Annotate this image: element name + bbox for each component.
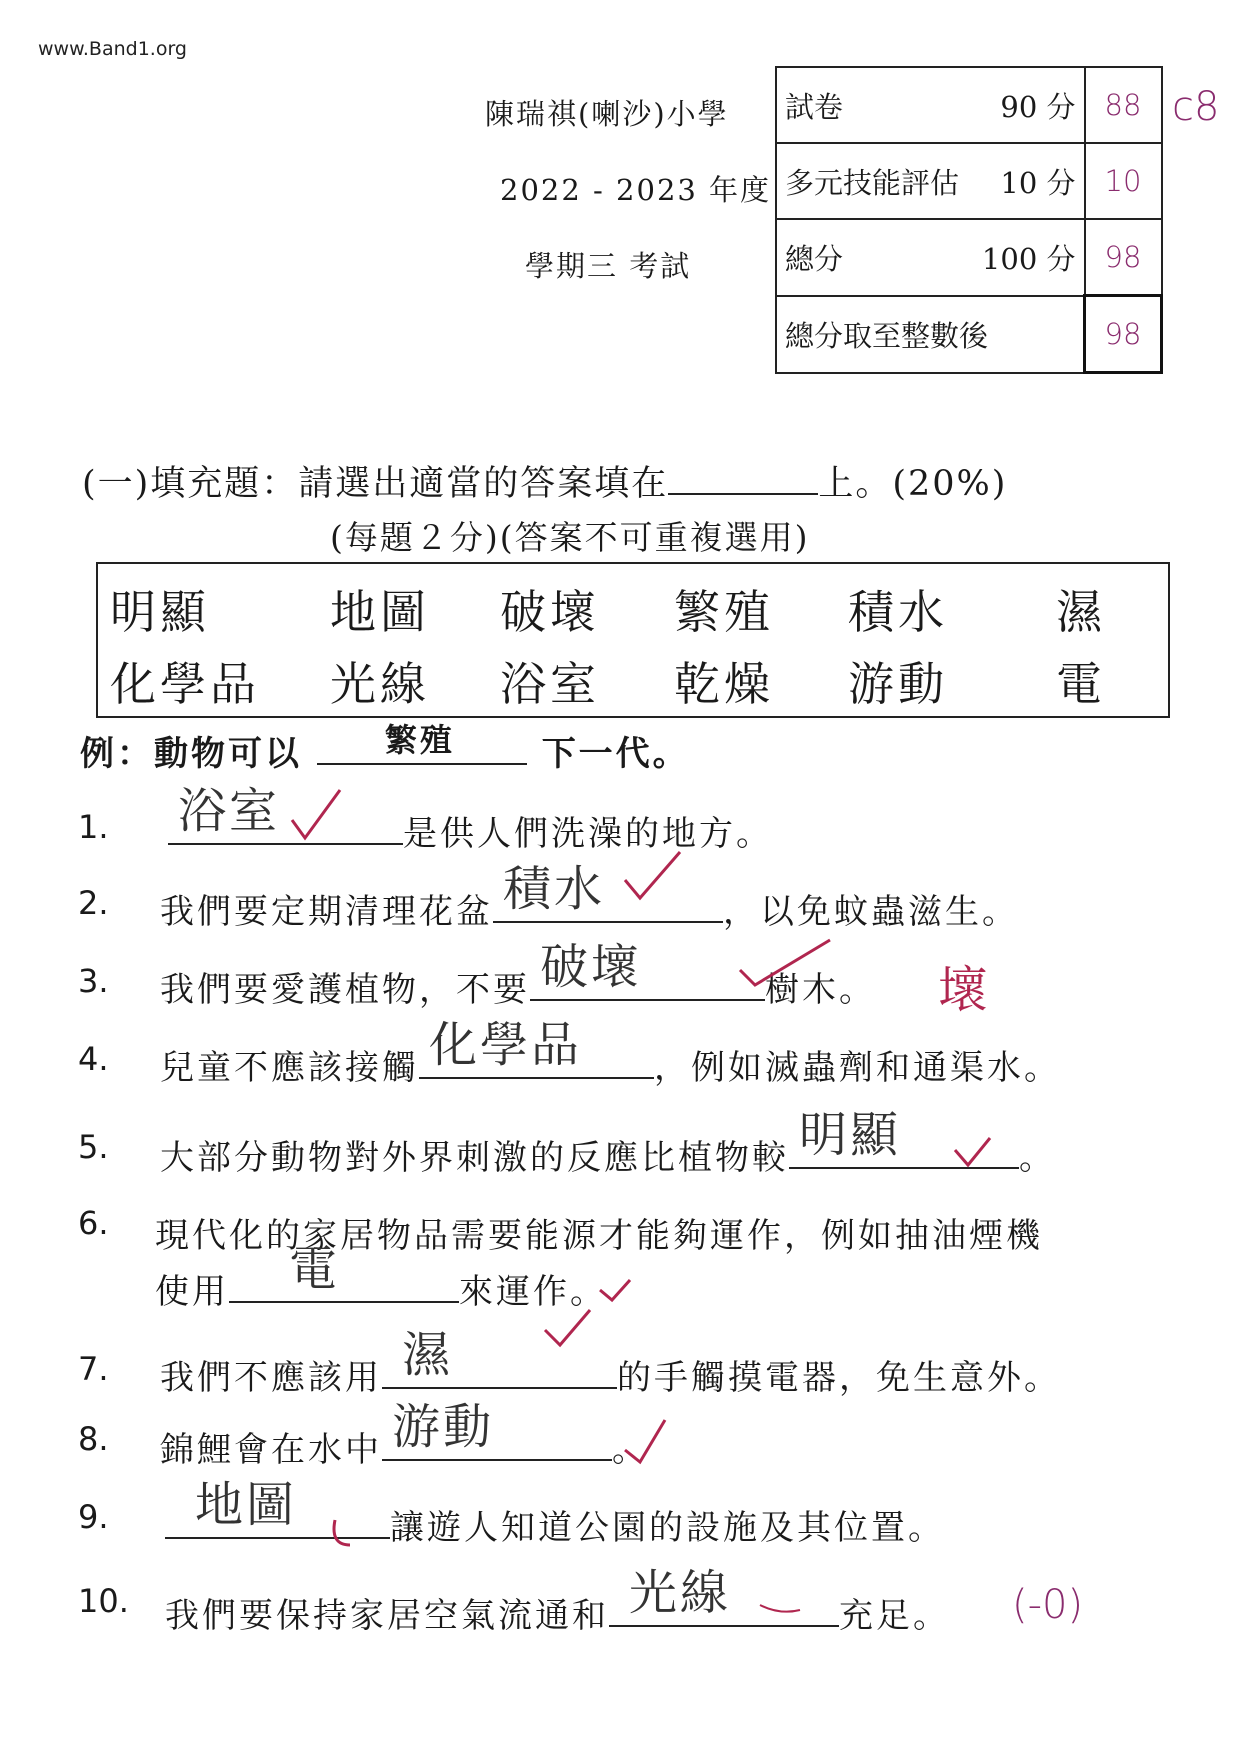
school-year: 2022 - 2023 年度	[500, 173, 772, 207]
answer-9: 地圖	[195, 1477, 298, 1533]
answer-7: 濕	[402, 1327, 454, 1383]
watermark: www.Band1.org	[38, 38, 187, 60]
answer-4: 化學品	[429, 1017, 583, 1073]
question-2: 我們要定期清理花盆 積水 ，以免蚊蟲滋生。	[160, 884, 1019, 933]
score-max: 100 分	[981, 241, 1076, 276]
correction-q3: 壞	[938, 961, 988, 1019]
check-mark	[545, 1310, 590, 1345]
score-mark: 98	[1085, 296, 1162, 373]
example-answer: 繁殖	[384, 721, 455, 759]
score-label: 試卷	[785, 89, 844, 124]
word-bank-item: 化學品	[110, 657, 260, 711]
check-mark	[600, 1280, 630, 1300]
question-8: 錦鯉會在水中 游動 。	[160, 1422, 649, 1471]
word-bank-item: 光線	[330, 657, 430, 711]
word-bank-item: 濕	[1056, 585, 1106, 639]
score-label: 總分	[785, 241, 844, 276]
check-mark	[740, 940, 830, 985]
school-name: 陳瑞祺(喇沙)小學	[485, 97, 729, 131]
answer-10: 光線	[629, 1565, 732, 1621]
section-subtitle: (每題２分)(答案不可重複選用)	[330, 518, 810, 557]
question-number: 5.	[78, 1128, 109, 1166]
score-mark: 10	[1085, 143, 1162, 219]
question-1: 浴室 是供人們洗澡的地方。	[168, 806, 773, 855]
word-bank-item: 游動	[848, 657, 948, 711]
side-note: c8	[1172, 84, 1220, 130]
exam-name: 學期三 考試	[525, 249, 692, 283]
question-number: 9.	[78, 1498, 109, 1536]
question-10: 我們要保持家居空氣流通和 光線 充足。	[165, 1588, 950, 1637]
answer-5: 明顯	[799, 1107, 902, 1163]
word-bank-item: 明顯	[110, 585, 210, 639]
question-4: 兒童不應該接觸 化學品 ，例如滅蟲劑和通渠水。	[160, 1040, 1061, 1089]
question-3: 我們要愛護植物，不要 破壞 樹木。	[160, 962, 876, 1011]
question-9: 地圖 讓遊人知道公園的設施及其位置。	[165, 1500, 945, 1549]
check-mark	[625, 1420, 665, 1462]
answer-1: 浴室	[178, 783, 281, 839]
check-mark	[334, 1520, 350, 1545]
word-bank-item: 破壞	[500, 585, 600, 639]
question-number: 6.	[78, 1204, 109, 1242]
example-line: 例：動物可以 繁殖 下一代。	[80, 726, 690, 775]
word-bank-item: 電	[1056, 657, 1106, 711]
deduction-q10: (-0)	[1012, 1582, 1084, 1628]
question-number: 8.	[78, 1420, 109, 1458]
word-bank-item: 地圖	[330, 585, 430, 639]
question-number: 4.	[78, 1040, 109, 1078]
question-6-line1: 現代化的家居物品需要能源才能夠運作，例如抽油煙機	[155, 1216, 1043, 1256]
score-max: 10 分	[1000, 165, 1076, 200]
answer-2: 積水	[503, 861, 606, 917]
score-max: 90 分	[1000, 89, 1076, 124]
word-bank-item: 積水	[848, 585, 948, 639]
answer-8: 游動	[392, 1399, 495, 1455]
score-mark: 88	[1085, 67, 1162, 143]
score-label: 總分取至整數後	[785, 318, 989, 353]
question-6-line2: 使用 電 來運作。	[155, 1264, 607, 1313]
score-label: 多元技能評估	[785, 165, 960, 200]
check-mark	[292, 790, 340, 838]
word-bank-item: 浴室	[500, 657, 600, 711]
question-number: 1.	[78, 808, 109, 846]
question-number: 7.	[78, 1350, 109, 1388]
word-bank-item: 繁殖	[674, 585, 774, 639]
question-5: 大部分動物對外界刺激的反應比植物較 明顯 。	[160, 1130, 1056, 1179]
question-number: 2.	[78, 884, 109, 922]
word-bank-item: 乾燥	[674, 657, 774, 711]
section-title: (一)填充題：請選出適當的答案填在 上。(20%)	[82, 464, 1008, 504]
answer-3: 破壞	[540, 939, 643, 995]
answer-6: 電	[289, 1241, 341, 1297]
check-mark	[955, 1138, 990, 1165]
question-number: 10.	[78, 1582, 129, 1620]
question-number: 3.	[78, 962, 109, 1000]
correction-stroke	[760, 1605, 800, 1612]
question-7: 我們不應該用 濕 的手觸摸電器，免生意外。	[160, 1350, 1061, 1399]
check-mark	[625, 852, 680, 898]
score-mark: 98	[1085, 219, 1162, 296]
